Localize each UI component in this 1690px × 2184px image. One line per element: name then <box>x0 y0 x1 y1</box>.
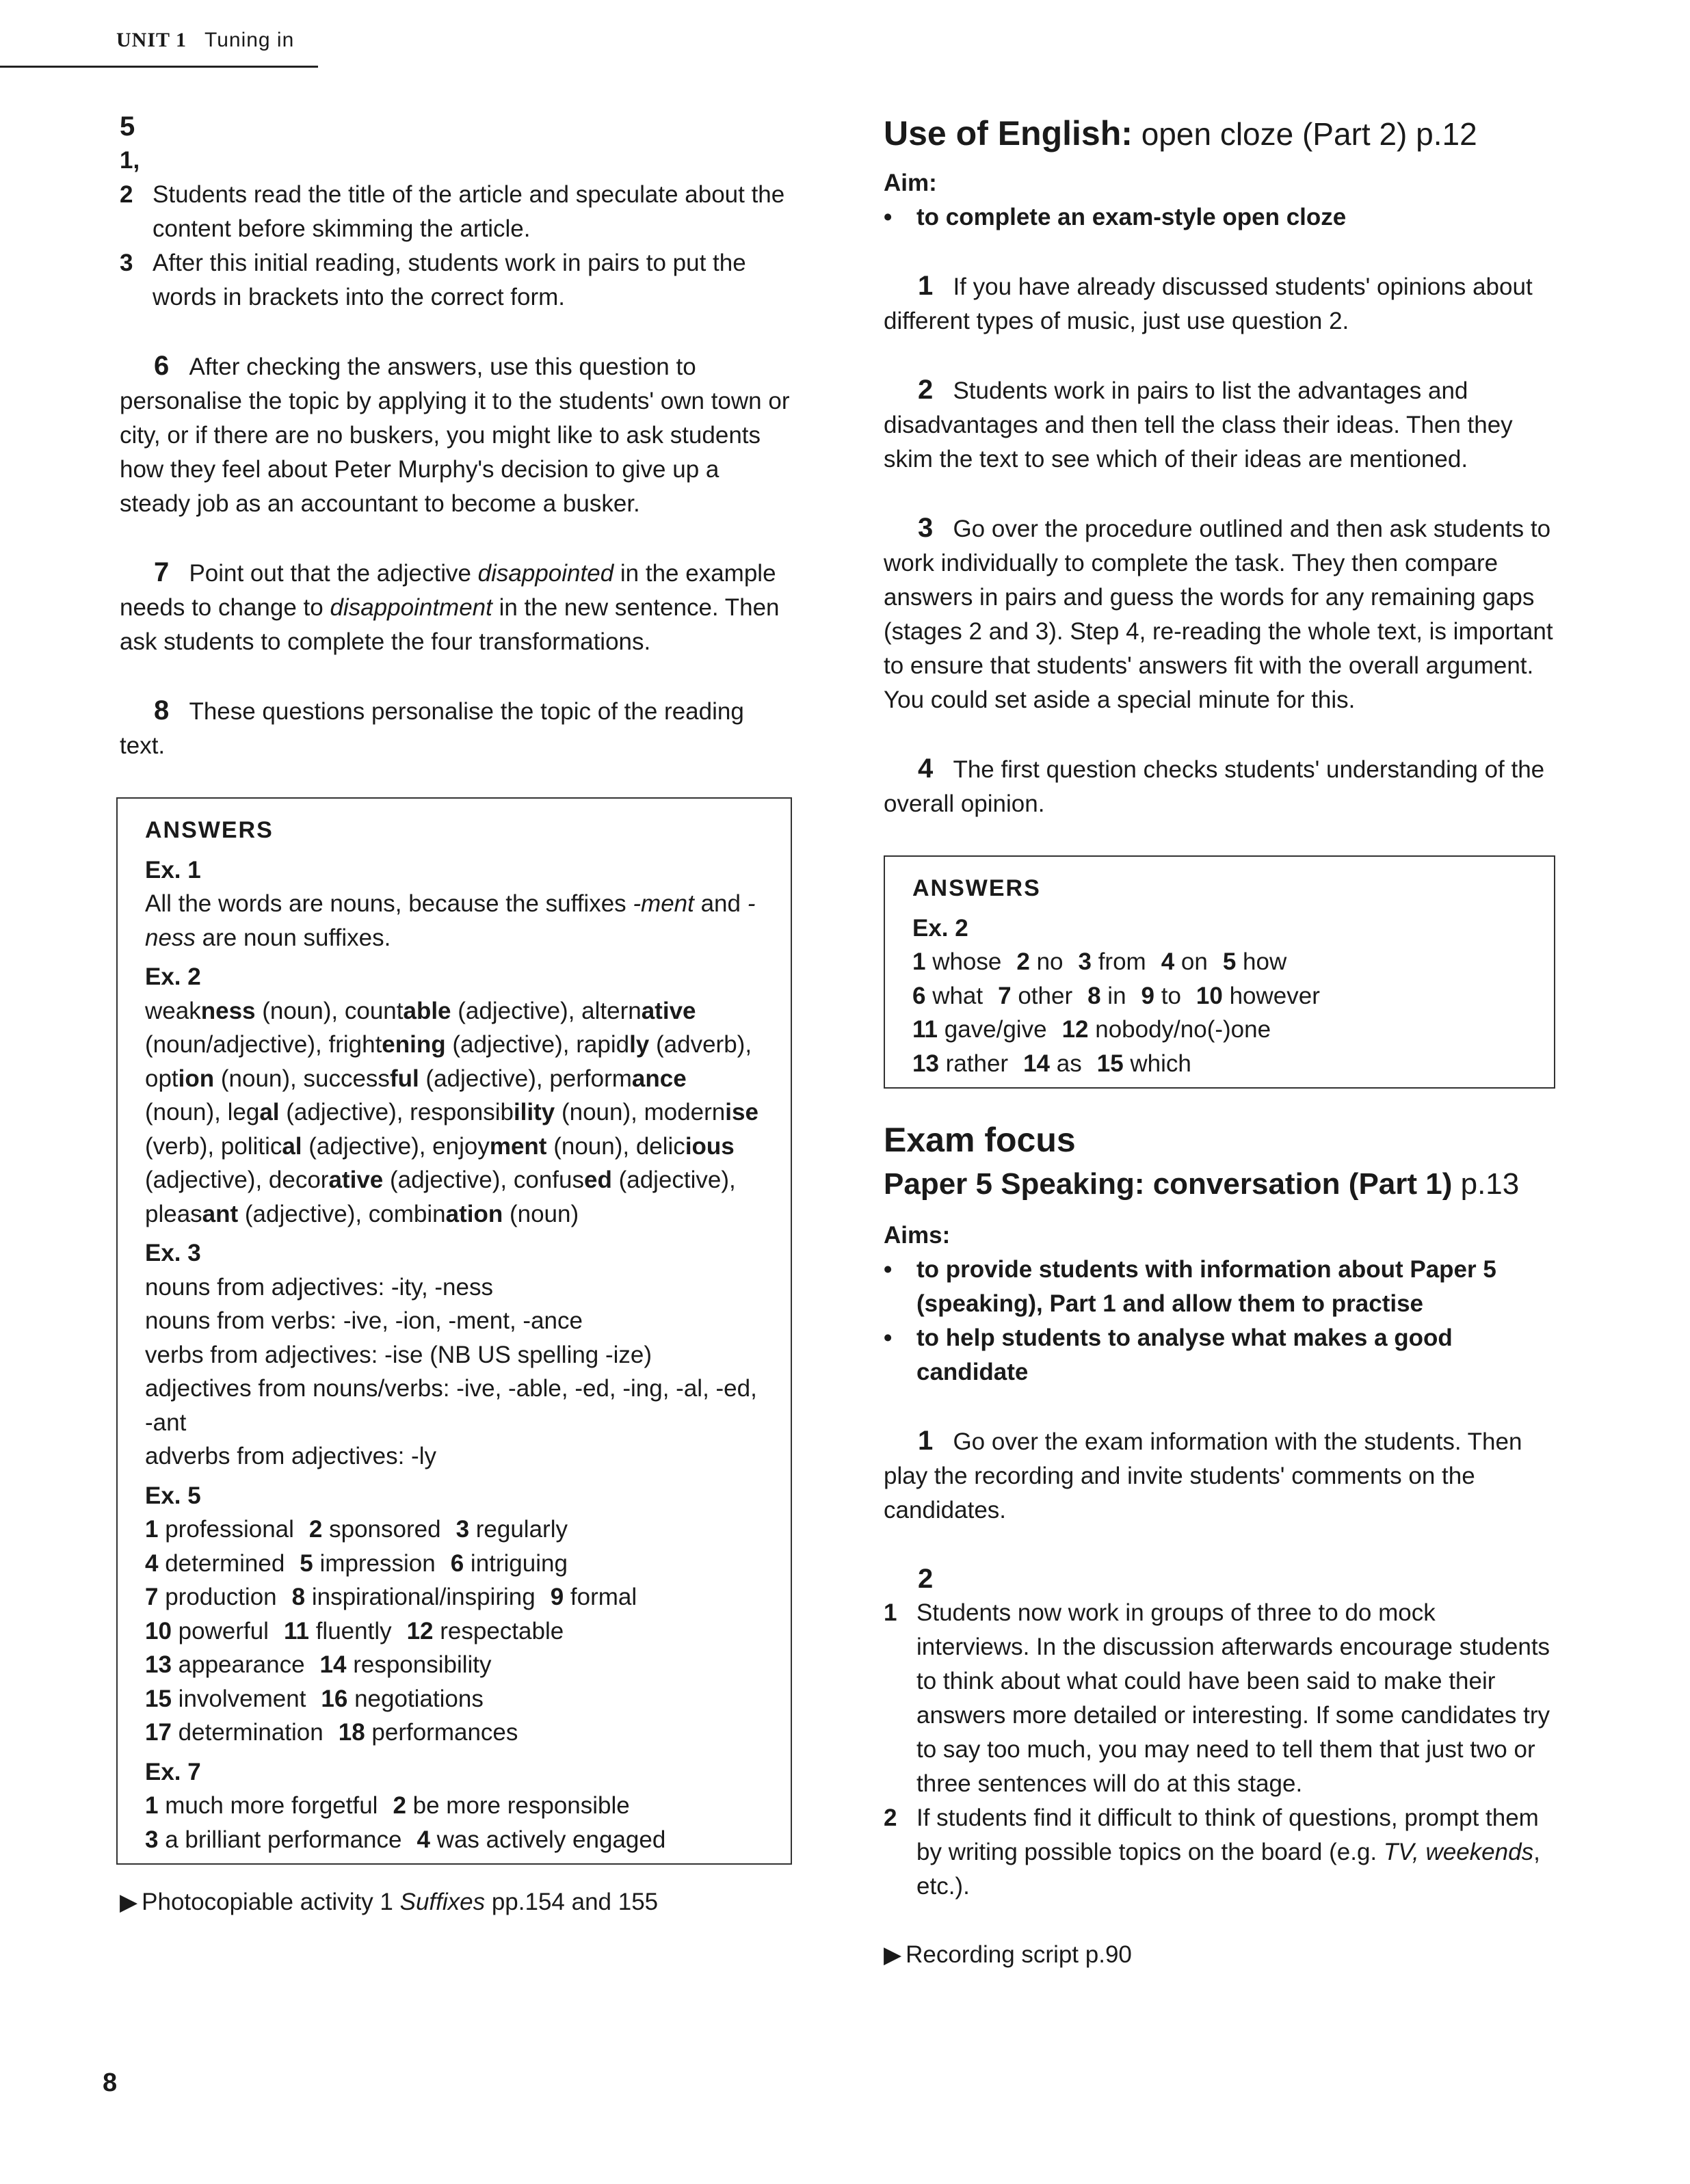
ex-2-word: responsibility (noun), <box>410 1099 644 1126</box>
ex-2-word: option (noun), <box>145 1065 304 1092</box>
answer-number: 12 <box>406 1617 434 1644</box>
left-column <box>120 109 790 1919</box>
answer-number: 4 <box>417 1826 430 1853</box>
answer-text: how <box>1236 948 1287 975</box>
answer-text: in <box>1100 982 1126 1009</box>
answer-number: 6 <box>912 982 926 1009</box>
answer-number: 9 <box>550 1584 564 1610</box>
answer-number: 16 <box>321 1685 348 1712</box>
exam-focus-heading: Exam focus <box>884 1121 1076 1159</box>
answer-number: 1 <box>145 1792 159 1819</box>
answer-number: 2 <box>1016 948 1030 975</box>
answer-text: determined <box>158 1549 285 1577</box>
ex-3-label: Ex. 3 <box>145 1240 201 1266</box>
answer-line <box>145 1580 763 1614</box>
answer-number: 17 <box>145 1719 172 1746</box>
answer-line <box>912 945 1527 979</box>
exercise-1-paragraph: 1 If you have already discussed students' opinions about different types of music, just use question 2. <box>884 271 1533 334</box>
ex-5-answer <box>145 1513 763 1750</box>
ex-2-label: Ex. 2 <box>912 914 968 942</box>
answer-text: on <box>1174 948 1208 975</box>
answer-number: 4 <box>1161 948 1175 975</box>
answer-text: however <box>1222 982 1320 1009</box>
answer-number: 11 <box>283 1617 309 1644</box>
ex-2-word: combination (noun) <box>368 1200 579 1227</box>
ex-1-answer: All the words are nouns, because the suffixes -ment and -ness are noun suffixes. <box>145 890 756 951</box>
section-6-paragraph: 6 After checking the answers, use this question to personalise the topic by applying it to the students' own town or city, or if there are no buskers, you might like to ask students how they feel about Peter Murphy's decision to give up a steady job as an accountant to become a busker. <box>120 351 790 517</box>
answer-line <box>145 1789 763 1823</box>
answer-text: performances <box>365 1719 518 1746</box>
answer-number: 13 <box>912 1050 939 1077</box>
section-8-paragraph: 8 These questions personalise the topic of the reading text. <box>120 695 744 759</box>
answer-line <box>912 1013 1527 1047</box>
exercise-2-paragraph: 2 Students work in pairs to list the advantages and disadvantages and then tell the class their ideas. Then they skim the text to see which of their ideas are mentioned. <box>884 375 1513 472</box>
answer-number: 7 <box>145 1584 159 1610</box>
answer-line <box>145 1547 763 1581</box>
answer-text: gave/give <box>938 1016 1047 1043</box>
ex-2-word: countable (adjective), <box>344 997 582 1024</box>
answer-text: be more responsible <box>406 1792 630 1819</box>
ex-7-answer <box>145 1789 763 1856</box>
answer-text: no <box>1029 948 1064 975</box>
photocopiable-activity-note: ▶ Photocopiable activity 1 Suffixes pp.154 and 155 <box>120 1885 790 1919</box>
page-number: 8 <box>103 2068 118 2097</box>
play-arrow-icon: ▶ <box>884 1942 902 1968</box>
ex-3-answer <box>145 1270 763 1474</box>
answer-text: a brilliant performance <box>158 1826 402 1853</box>
answer-number: 14 <box>1023 1050 1051 1077</box>
answer-text: powerful <box>171 1617 269 1644</box>
answer-text: involvement <box>171 1685 306 1712</box>
list-item: 2 If students find it difficult to think of questions, prompt them by writing possible topics on the board (e.g. TV, weekends, etc.). <box>884 1805 1540 1900</box>
answer-line <box>145 1513 763 1547</box>
aims-bullet: • to provide students with information about Paper 5 (speaking), Part 1 and allow them to practise <box>884 1253 1554 1321</box>
answer-text: impression <box>313 1549 436 1577</box>
exam-step-2-number: 2 <box>918 1564 934 1594</box>
unit-topic: Tuning in <box>204 29 295 51</box>
aim-label: Aim: <box>884 170 937 196</box>
use-of-english-heading: Use of English: open cloze (Part 2) p.12 <box>884 114 1477 152</box>
answer-number: 13 <box>145 1651 172 1678</box>
answer-line <box>145 1682 763 1716</box>
ex-2-word: decorative (adjective), <box>268 1167 514 1193</box>
answer-line <box>912 1047 1527 1081</box>
ex-2-word: modernise (verb), <box>145 1099 758 1160</box>
answer-text: production <box>158 1584 277 1610</box>
answer-text: much more forgetful <box>158 1792 378 1819</box>
answer-text: responsibility <box>346 1651 492 1678</box>
ex-2-word: delicious (adjective), <box>145 1132 735 1193</box>
section-5-number: 5 <box>120 111 135 142</box>
ex-2-word: frightening (adjective), <box>328 1031 577 1058</box>
answer-text: formal <box>564 1584 637 1610</box>
aim-bullet: • to complete an exam-style open cloze <box>884 200 1554 235</box>
list-item: verbs from adjectives: -ise (NB US spelling -ize) <box>145 1341 652 1368</box>
answer-number: 15 <box>145 1685 172 1712</box>
answer-number: 4 <box>145 1549 159 1577</box>
answer-text: was actively engaged <box>430 1826 666 1853</box>
header-rule <box>0 66 318 68</box>
answer-number: 10 <box>145 1617 172 1644</box>
exercise-4-paragraph: 4 The first question checks students' understanding of the overall opinion. <box>884 754 1545 817</box>
exercise-3-paragraph: 3 Go over the procedure outlined and then ask students to work individually to complete the task. They then compare answers in pairs and guess the words for any remaining gaps (stages 2 and 3). Step 4, re-reading the whole text, is important to ensure that students' answers fit with the overall argument. You could set aside a special minute for this. <box>884 513 1553 713</box>
ex-2-word: political (adjective), <box>220 1132 433 1160</box>
answers-box <box>116 797 792 1865</box>
answer-text: from <box>1091 948 1146 975</box>
unit-label: UNIT 1 <box>116 29 187 51</box>
ex-2-word: successful (adjective), <box>303 1065 550 1092</box>
bullet-icon: • <box>884 1324 893 1351</box>
answer-line <box>145 1614 763 1649</box>
answer-number: 2 <box>308 1516 323 1543</box>
answer-line <box>145 1716 763 1750</box>
answer-number: 11 <box>912 1016 938 1043</box>
play-arrow-icon: ▶ <box>120 1889 138 1915</box>
answer-number: 15 <box>1096 1050 1124 1077</box>
answer-number: 3 <box>145 1826 159 1853</box>
running-header <box>116 29 294 52</box>
ex-2-label: Ex. 2 <box>145 963 201 990</box>
bullet-icon: • <box>884 1256 893 1283</box>
ex-1-label: Ex. 1 <box>145 856 201 883</box>
answer-number: 8 <box>291 1584 306 1610</box>
list-item: 1, 2 Students read the title of the article and speculate about the content before skimming the article. <box>120 147 785 242</box>
answer-text: as <box>1050 1050 1082 1077</box>
answer-text: negotiations <box>347 1685 484 1712</box>
answer-number: 14 <box>319 1651 347 1678</box>
answer-text: inspirational/inspiring <box>305 1584 536 1610</box>
answer-line <box>145 1648 763 1682</box>
ex-2-word: performance (noun), <box>145 1065 687 1126</box>
section-5-list <box>120 144 790 315</box>
ex-2-answer <box>912 945 1527 1080</box>
answer-number: 8 <box>1087 982 1101 1009</box>
recording-script-note: ▶ Recording script p.90 <box>884 1938 1554 1972</box>
answer-text: respectable <box>433 1617 564 1644</box>
answer-text: professional <box>158 1516 294 1543</box>
ex-2-answer <box>145 994 763 1231</box>
list-item: 1 Students now work in groups of three to do mock interviews. In the discussion afterwards encourage students to think about what could have been said to make their answers more detailed or interesting. If some candidates try to say too much, you may need to tell them that just two or three sentences will do at this stage. <box>884 1599 1550 1797</box>
answer-text: to <box>1154 982 1181 1009</box>
ex-2-word: weakness (noun), <box>145 997 345 1024</box>
aims-label: Aims: <box>884 1222 951 1249</box>
answers-title: ANSWERS <box>145 817 274 843</box>
answer-text: nobody/no(-)one <box>1088 1016 1271 1043</box>
answer-text: rather <box>938 1050 1009 1077</box>
bullet-icon: • <box>884 204 893 230</box>
list-item: 3 After this initial reading, students work in pairs to put the words in brackets into the correct form. <box>120 250 746 310</box>
answer-number: 18 <box>338 1719 365 1746</box>
answer-number: 3 <box>455 1516 470 1543</box>
exam-step-1-paragraph: 1 Go over the exam information with the students. Then play the recording and invite students' comments on the candidates. <box>884 1426 1522 1523</box>
answer-text: other <box>1011 982 1073 1009</box>
answer-number: 7 <box>998 982 1012 1009</box>
answers-box-right <box>884 855 1555 1089</box>
ex-2-word: rapidly (adverb), <box>576 1031 752 1058</box>
ex-2-word: alternative (noun/adjective), <box>145 997 696 1058</box>
list-item: nouns from verbs: -ive, -ion, -ment, -ance <box>145 1307 583 1334</box>
answer-number: 12 <box>1061 1016 1089 1043</box>
section-7-paragraph: 7 Point out that the adjective disappointed in the example needs to change to disappointment in the new sentence. Then ask students to complete the four transformations. <box>120 557 780 655</box>
ex-2-word: legal (adjective), <box>227 1099 410 1126</box>
answer-number: 5 <box>1222 948 1237 975</box>
answer-text: whose <box>925 948 1002 975</box>
ex-2-word: confused (adjective), <box>513 1167 736 1193</box>
answer-text: regularly <box>469 1516 568 1543</box>
answer-number: 10 <box>1196 982 1223 1009</box>
list-item: adjectives from nouns/verbs: -ive, -able, -ed, -ing, -al, -ed, -ant <box>145 1375 757 1436</box>
answer-text: fluently <box>308 1617 392 1644</box>
answer-number: 2 <box>393 1792 406 1819</box>
answer-number: 6 <box>450 1549 464 1577</box>
answer-number: 3 <box>1078 948 1092 975</box>
answer-text: which <box>1123 1050 1191 1077</box>
ex-2-word: pleasant (adjective), <box>145 1200 369 1227</box>
answer-number: 5 <box>300 1549 313 1577</box>
answer-text: appearance <box>171 1651 305 1678</box>
answer-line <box>912 979 1527 1013</box>
answer-number: 9 <box>1141 982 1154 1009</box>
ex-2-word: enjoyment (noun), <box>432 1132 636 1160</box>
answer-text: determination <box>171 1719 324 1746</box>
aims-bullet: • to help students to analyse what makes a good candidate <box>884 1321 1554 1389</box>
right-column <box>884 109 1554 1972</box>
answers-title: ANSWERS <box>912 875 1041 901</box>
answer-text: what <box>925 982 983 1009</box>
list-item: adverbs from adjectives: -ly <box>145 1443 436 1469</box>
ex-5-label: Ex. 5 <box>145 1482 201 1509</box>
ex-7-label: Ex. 7 <box>145 1758 201 1785</box>
answer-text: intriguing <box>464 1549 568 1577</box>
answer-text: sponsored <box>322 1516 441 1543</box>
answer-line <box>145 1823 763 1857</box>
list-item: nouns from adjectives: -ity, -ness <box>145 1273 493 1301</box>
answer-number: 1 <box>145 1516 159 1543</box>
paper-5-heading: Paper 5 Speaking: conversation (Part 1) p.13 <box>884 1167 1520 1201</box>
answer-number: 1 <box>912 948 926 975</box>
